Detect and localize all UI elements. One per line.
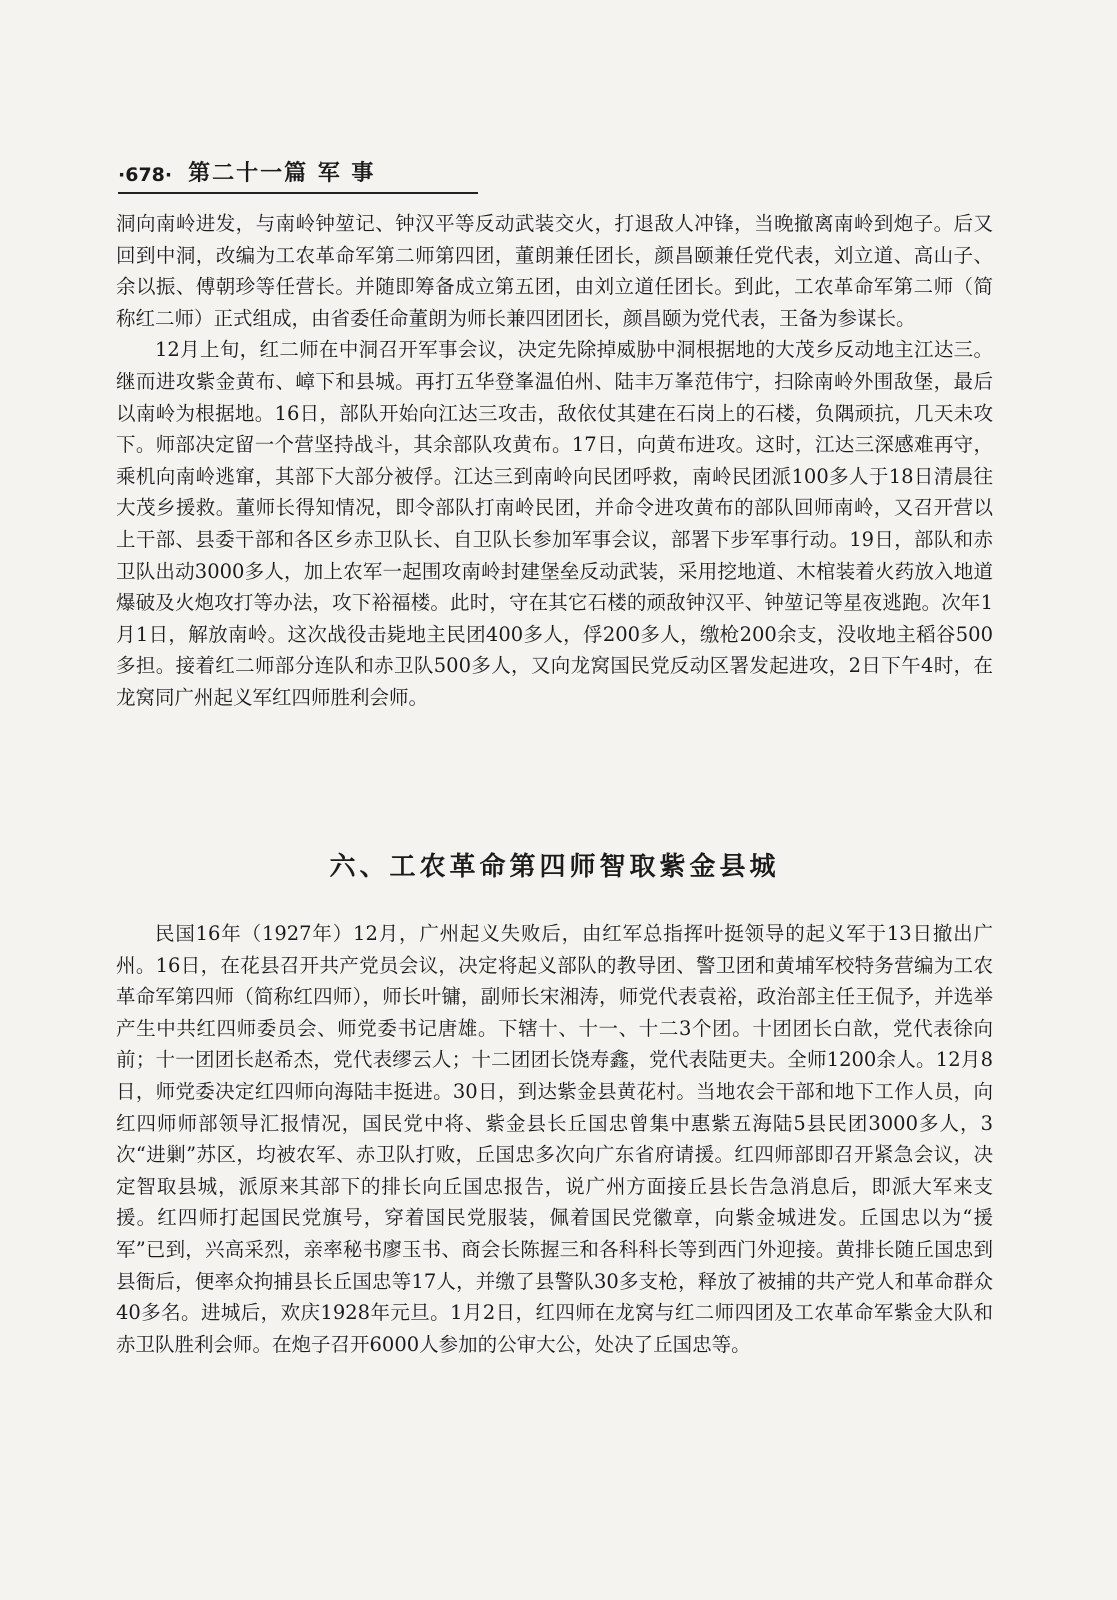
running-title: 第二十一篇 军 事 — [188, 161, 376, 186]
paragraph: 民国16年（1927年）12月，广州起义失败后，由红军总指挥叶挺领导的起义军于13日撤出广州。16日，在花县召开共产党员会议，决定将起义部队的教导团、警卫团和黄埔军校特务营编为工农革命军第四师（简称红四师），师长叶镛，副师长宋湘涛，师党代表袁裕，政治部主任王侃予，并选举产生中共红四师委员会、师党委书记唐雄。下辖十、十一、十二3个团。十团团长白歆，党代表徐向前；十一团团长赵希杰，党代表缪云人；十二团团长饶寿鑫，党代表陆更夫。全师1200余人。12月8日，师党委决定红四师向海陆丰挺进。30日，到达紫金县黄花村。当地农会干部和地下工作人员，向红四师师部领导汇报情况，国民党中将、紫金县长丘国忠曾集中惠紫五海陆5县民团3000多人，3次“进剿”苏区，均被农军、赤卫队打败，丘国忠多次向广东省府请援。红四师部即召开紧急会议，决定智取县城，派原来其部下的排长向丘国忠报告，说广州方面接丘县长告急消息后，即派大军来支援。红四师打起国民党旗号，穿着国民党服装，佩着国民党徽章，向紫金城进发。丘国忠以为“援军”已到，兴高采烈，亲率秘书廖玉书、商会长陈握三和各科科长等到西门外迎接。黄排长随丘国忠到县衙后，便率众拘捕县长丘国忠等17人，并缴了县警队30多支枪，释放了被捕的共产党人和革命群众40多名。进城后，欢庆1928年元旦。1月2日，红四师在龙窝与红二师四团及工农革命军紫金大队和赤卫队胜利会师。在炮子召开6000人参加的公审大公，处决了丘国忠等。 — [116, 922, 993, 1356]
page-number: ·678· — [118, 164, 173, 186]
paragraph: 洞向南岭进发，与南岭钟堃记、钟汉平等反动武装交火，打退敌人冲锋，当晚撤离南岭到炮子。后又回到中洞，改编为工农革命军第二师第四团，董朗兼任团长，颜昌颐兼任党代表，刘立道、高山子、余以振、傅朝珍等任营长。并随即筹备成立第五团，由刘立道任团长。到此，工农革命军第二师（简称红二师）正式组成，由省委任命董朗为师长兼四团团长，颜昌颐为党代表，王备为参谋长。 — [116, 212, 993, 330]
section-body — [116, 918, 993, 1360]
section-heading: 六、工农革命第四师智取紫金县城 — [329, 852, 780, 882]
paragraph: 12月上旬，红二师在中洞召开军事会议，决定先除掉威胁中洞根据地的大茂乡反动地主江达三。继而进攻紫金黄布、嶂下和县城。再打五华登峯温伯州、陆丰万峯范伟宁，扫除南岭外围敌堡，最后以南岭为根据地。16日，部队开始向江达三攻击，敌依仗其建在石岗上的石楼，负隅顽抗，几天未攻下。师部决定留一个营坚持战斗，其余部队攻黄布。17日，向黄布进攻。这时，江达三深感难再守，乘机向南岭逃窜，其部下大部分被俘。江达三到南岭向民团呼救，南岭民团派100多人于18日清晨往大茂乡援救。董师长得知情况，即令部队打南岭民团，并命令进攻黄布的部队回师南岭，又召开营以上干部、县委干部和各区乡赤卫队长、自卫队长参加军事会议，部署下步军事行动。19日，部队和赤卫队出动3000多人，加上农军一起围攻南岭封建堡垒反动武装，采用挖地道、木棺装着火药放入地道爆破及火炮攻打等办法，攻下裕福楼。此时，守在其它石楼的顽敌钟汉平、钟堃记等星夜逃跑。次年1月1日，解放南岭。这次战役击毙地主民团400多人，俘200多人，缴枪200余支，没收地主稻谷500多担。接着红二师部分连队和赤卫队500多人，又向龙窝国民党反动区署发起进攻，2日下午4时，在龙窝同广州起义军红四师胜利会师。 — [116, 338, 993, 709]
section-continuation — [116, 208, 993, 714]
page-header — [118, 156, 478, 194]
